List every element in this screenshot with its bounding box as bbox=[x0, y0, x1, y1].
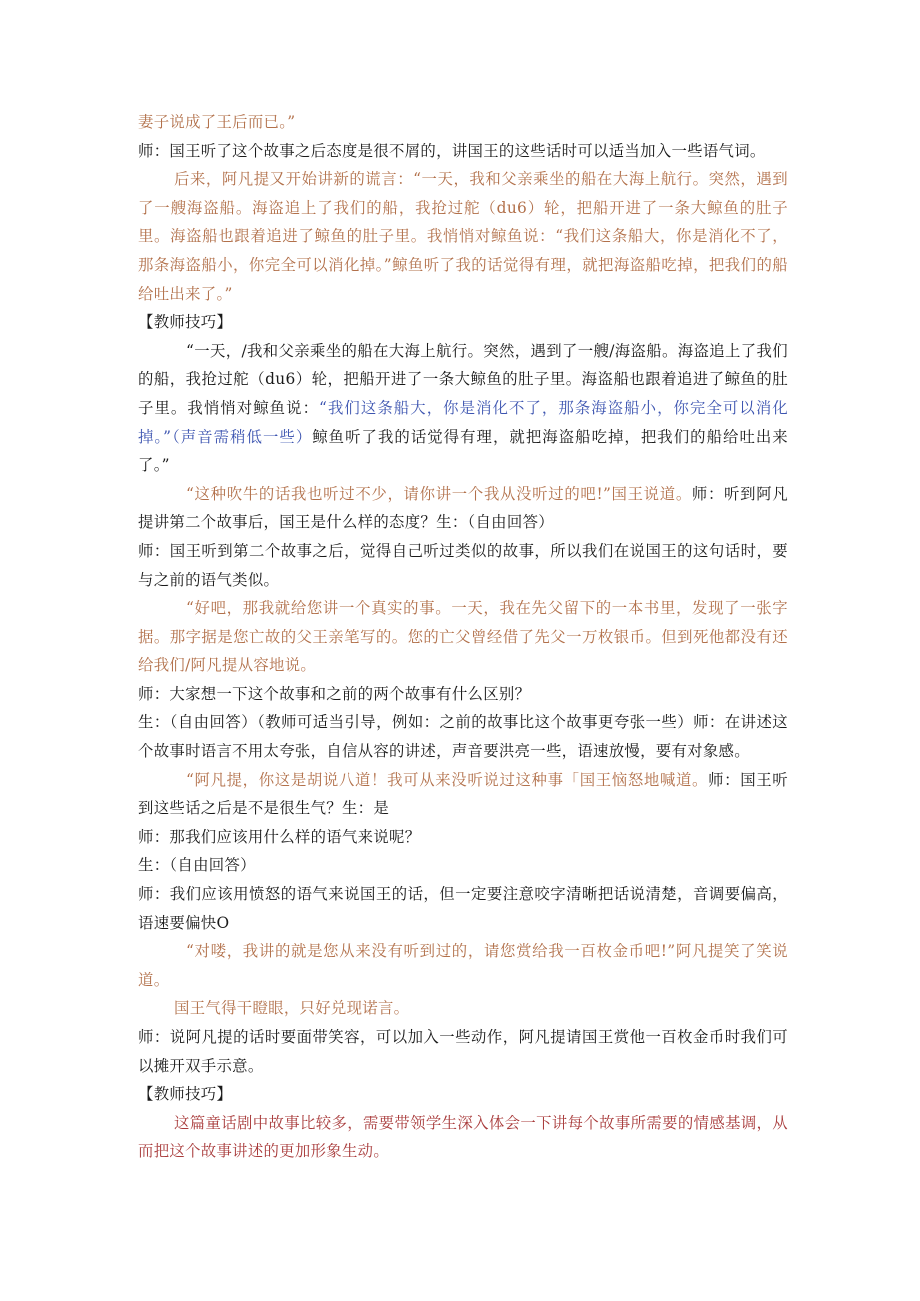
teacher-note: 师：我们应该用愤怒的语气来说国王的话，但一定要注意咬字清晰把话说清楚，音调要偏高，语速要偏快O bbox=[138, 885, 788, 932]
heading-text: 【教师技巧】 bbox=[138, 1085, 233, 1104]
paragraph-14 bbox=[138, 880, 788, 937]
section-heading-teacher-tips-2 bbox=[138, 1080, 788, 1109]
paragraph-6 bbox=[138, 480, 788, 537]
heading-text: 【教师技巧】 bbox=[138, 313, 233, 332]
paragraph-1 bbox=[138, 108, 788, 137]
teacher-note: 师：那我们应该用什么样的语气来说呢？ bbox=[138, 827, 421, 846]
paragraph-19 bbox=[138, 1109, 788, 1166]
story-text: “对喽，我讲的就是您从来没有听到过的，请您赏给我一百枚金币吧!”阿凡提笑了笑说道。 bbox=[138, 942, 788, 989]
story-text: “好吧，那我就给您讲一个真实的事。一天，我在先父留下的一本书里，发现了一张字据。那字据是您亡故的父王亲笔写的。您的亡父曾经借了先父一万枚银币。但到死他都没有还给我们/阿凡提从容地说。 bbox=[138, 599, 788, 675]
paragraph-15 bbox=[138, 937, 788, 994]
teacher-note: 师：说阿凡提的话时要面带笑容，可以加入一些动作，阿凡提请国王赏他一百枚金币时我们可以摊开双手示意。 bbox=[138, 1028, 788, 1075]
student-teacher-note: 生：（自由回答）（教师可适当引导，例如：之前的故事比这个故事更夸张一些）师：在讲述这个故事时语言不用太夸张，自信从容的讲述，声音要洪亮一些，语速放慢，要有对象感。 bbox=[138, 713, 788, 761]
annotated-story-text: 鲸鱼听了我的话觉得有理，就把海盗船吃掉，把我们的船给吐出来了。” bbox=[138, 427, 788, 475]
paragraph-8 bbox=[138, 594, 788, 680]
paragraph-3 bbox=[138, 165, 788, 308]
paragraph-16 bbox=[138, 994, 788, 1023]
annotated-story-text: “一天，/我和父亲乘坐的船在大海上航行。突然，遇到了一艘/海盗船。海盗追上了我们的船，我抢过舵（du6）轮，把船开进了一条大鲸鱼的肚子里。海盗船也跟着追进了鲸鱼的肚子里。我悄悄对鲸鱼说： bbox=[138, 341, 788, 417]
teacher-note: 师：国王听到第二个故事之后，觉得自己听过类似的故事，所以我们在说国王的这句话时，要与之前的语气类似。 bbox=[138, 541, 788, 589]
paragraph-17 bbox=[138, 1023, 788, 1080]
paragraph-13 bbox=[138, 851, 788, 880]
paragraph-10 bbox=[138, 708, 788, 765]
story-text: 后来，阿凡提又开始讲新的谎言：“一天，我和父亲乘坐的船在大海上航行。突然，遇到了一艘海盗船。海盗追上了我们的船，我抢过舵（du6）轮，把船开进了一条大鲸鱼的肚子里。海盗船也跟着追进了鲸鱼的肚子里。我悄悄对鲸鱼说：“我们这条船大，你是消化不了，那条海盗船小，你完全可以消化掉。”鲸鱼听了我的话觉得有理，就把海盗船吃掉，把我们的船给吐出来了。” bbox=[138, 170, 788, 303]
paragraph-11 bbox=[138, 766, 788, 823]
story-text: 妻子说成了王后而已。” bbox=[138, 113, 296, 131]
teacher-note: 师：国王听了这个故事之后态度是很不屑的，讲国王的这些话时可以适当加入一些语气词。 bbox=[138, 141, 766, 160]
document-page bbox=[138, 108, 788, 1166]
teacher-note: 师：听到阿凡提讲第二个故事后，国王是什么样的态度？生：（自由回答） bbox=[138, 484, 788, 532]
paragraph-5 bbox=[138, 337, 788, 480]
paragraph-9 bbox=[138, 680, 788, 709]
teacher-note: 师：大家想一下这个故事和之前的两个故事有什么区别？ bbox=[138, 684, 531, 703]
paragraph-2 bbox=[138, 137, 788, 166]
tip-summary: 这篇童话剧中故事比较多，需要带领学生深入体会一下讲每个故事所需要的情感基调，从而把这个故事讲述的更加形象生动。 bbox=[138, 1113, 788, 1161]
paragraph-12 bbox=[138, 823, 788, 852]
student-note: 生：（自由回答） bbox=[138, 856, 256, 875]
paragraph-7 bbox=[138, 537, 788, 594]
story-text: “这种吹牛的话我也听过不少，请你讲一个我从没听过的吧!”国王说道。 bbox=[186, 484, 692, 503]
story-text: 国王气得干瞪眼，只好兑现诺言。 bbox=[174, 999, 410, 1018]
story-text: “阿凡提，你这是胡说八道！我可从来没听说过这种事「国王恼怒地喊道。 bbox=[186, 770, 709, 789]
highlighted-dialogue: “我们这条船大，你是消化不了，那条海盗船小，你完全可以消化掉。”（声音需稍低一些） bbox=[138, 398, 788, 446]
section-heading-teacher-tips bbox=[138, 308, 788, 337]
teacher-note: 师：国王听到这些话之后是不是很生气？生：是 bbox=[138, 770, 788, 818]
